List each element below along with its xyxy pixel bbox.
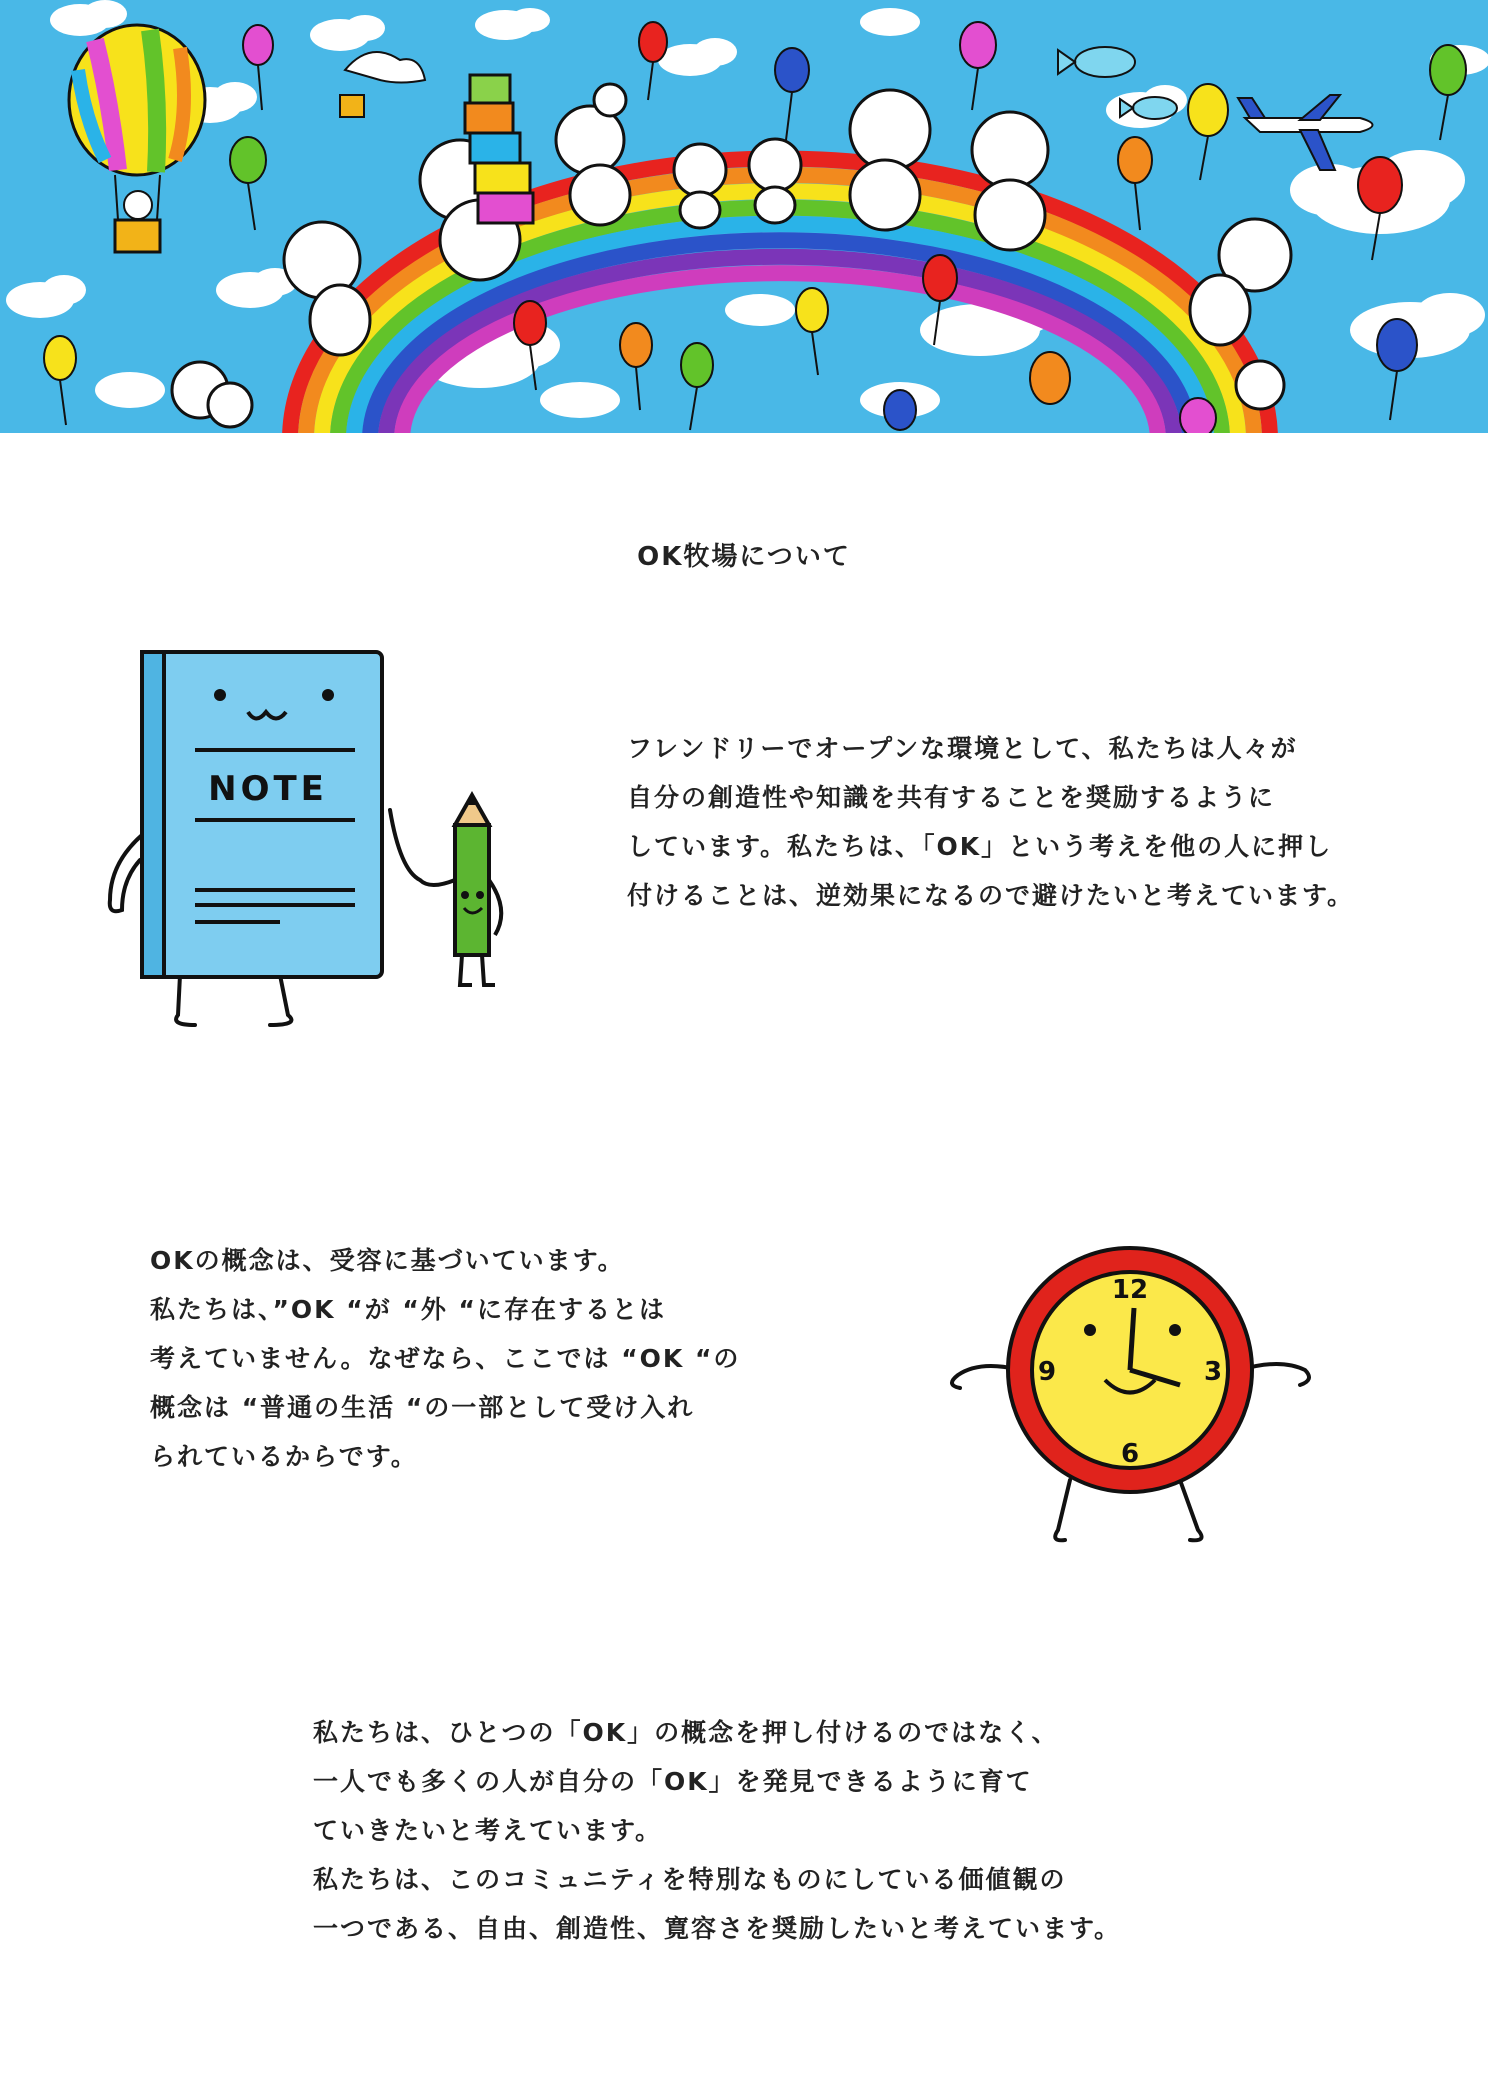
text-line: ていきたいと考えています。 bbox=[313, 1816, 663, 1845]
note-and-pencil-illustration bbox=[100, 640, 540, 1044]
page-title: OK牧場について bbox=[637, 542, 851, 572]
pencil-character bbox=[420, 795, 501, 985]
text-line: しています。私たちは、「OK」という考えを他の人に押し bbox=[627, 832, 1333, 861]
note-label: NOTE bbox=[208, 769, 328, 809]
text-line: フレンドリーでオープンな環境として、私たちは人々が bbox=[627, 734, 1298, 763]
text-line: られているからです。 bbox=[150, 1442, 418, 1471]
text-line: 一つである、自由、創造性、寛容さを奨励したいと考えています。 bbox=[313, 1914, 1122, 1943]
text-line: 一人でも多くの人が自分の「OK」を発見できるように育て bbox=[313, 1767, 1033, 1796]
hero-banner bbox=[0, 0, 1488, 433]
text-line: 私たちは、ひとつの「OK」の概念を押し付けるのではなく、 bbox=[313, 1718, 1059, 1747]
text-line: OKの概念は、受容に基づいています。 bbox=[150, 1246, 625, 1275]
note-body bbox=[142, 652, 382, 977]
text-line: 私たちは、”OK “が “外 “に存在するとは bbox=[150, 1295, 666, 1324]
text-line: 概念は “普通の生活 “の一部として受け入れ bbox=[150, 1393, 695, 1422]
values-paragraph bbox=[313, 1708, 1121, 1953]
clock-character-illustration bbox=[940, 1230, 1320, 1564]
clock-number: 12 bbox=[1111, 1275, 1149, 1305]
clock-number: 6 bbox=[1120, 1439, 1140, 1469]
text-line: 自分の創造性や知識を共有することを奨励するように bbox=[627, 783, 1276, 812]
hero-illustration bbox=[0, 0, 1488, 433]
text-line: 付けることは、逆効果になるので避けたいと考えています。 bbox=[627, 881, 1355, 910]
intro-paragraph bbox=[627, 724, 1354, 920]
concept-paragraph bbox=[150, 1236, 740, 1481]
text-line: 私たちは、このコミュニティを特別なものにしている価値観の bbox=[313, 1865, 1067, 1894]
clock-number: 3 bbox=[1203, 1357, 1223, 1387]
text-line: 考えていません。なぜなら、ここでは “OK “の bbox=[150, 1344, 741, 1373]
clock-number: 9 bbox=[1037, 1357, 1057, 1387]
